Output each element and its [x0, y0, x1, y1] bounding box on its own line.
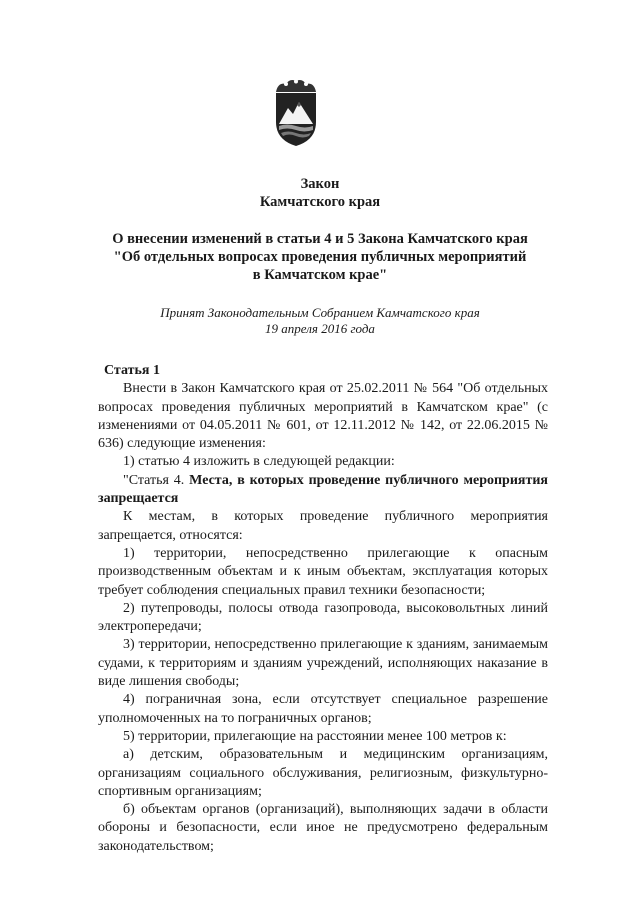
list-item: 5) территории, прилегающие на расстоянии менее 100 метров к:: [123, 728, 507, 744]
quoted-article-title: [98, 472, 548, 509]
list-item: 1) территории, непосредственно прилегающие к опасным производственным объектам и к иным объектам, эксплуатация которых требует соблюдения специальных правил техники безопасности;: [98, 545, 548, 598]
law-subject-line-2: "Об отдельных вопросах проведения публичных мероприятий: [113, 249, 527, 265]
article-intro: Внести в Закон Камчатского края от 25.02.2011 № 564 "Об отдельных вопросах проведения публичных мероприятий в Камчатском крае" (с изменениями от 04.05.2011 № 601, от 12.11.2012 № 142, от 22.06.2015 № 636) следующие изменения:: [98, 381, 548, 452]
list-item: 3) территории, непосредственно прилегающие к зданиям, занимаемым судами, к территориям и зданиям учреждений, исполняющих наказание в виде лишения свободы;: [98, 637, 548, 690]
list-item: 2) путепроводы, полосы отвода газопровода, высоковольтных линий электропередачи;: [98, 600, 548, 635]
kamchatka-coat-of-arms-icon: [268, 78, 324, 148]
adoption-note: Принят Законодательным Собранием Камчатского края: [160, 305, 480, 320]
amendment-item-1: 1) статью 4 изложить в следующей редакции:: [123, 454, 395, 470]
article-heading: Статья 1: [104, 363, 160, 378]
adoption-date: 19 апреля 2016 года: [265, 321, 375, 336]
sub-list-item: б) объектам органов (организаций), выполняющих задачи в области обороны и безопасности, если иное не предусмотрено федеральным законодательством;: [98, 802, 548, 854]
quoted-article-name: Места, в которых проведение публичного мероприятия запрещается: [98, 472, 548, 507]
paragraph-places: К местам, в которых проведение публичного мероприятия запрещается, относятся:: [98, 509, 548, 543]
law-region: Камчатского края: [259, 194, 381, 210]
law-subject-line-1: О внесении изменений в статьи 4 и 5 Закона Камчатского края: [112, 231, 528, 247]
law-body: [98, 362, 548, 856]
list-item: 4) пограничная зона, если отсутствует специальное разрешение уполномоченных на то пограничных органов;: [98, 692, 548, 726]
sub-list-item: а) детским, образовательным и медицинским организациям, организациям социального обслуживания, религиозным, физкультурно-спортивным организациям;: [98, 747, 548, 799]
law-subject-line-3: в Камчатском крае": [252, 267, 388, 283]
law-title: Закон: [300, 176, 340, 192]
quoted-article-prefix: "Статья 4.: [123, 472, 190, 488]
